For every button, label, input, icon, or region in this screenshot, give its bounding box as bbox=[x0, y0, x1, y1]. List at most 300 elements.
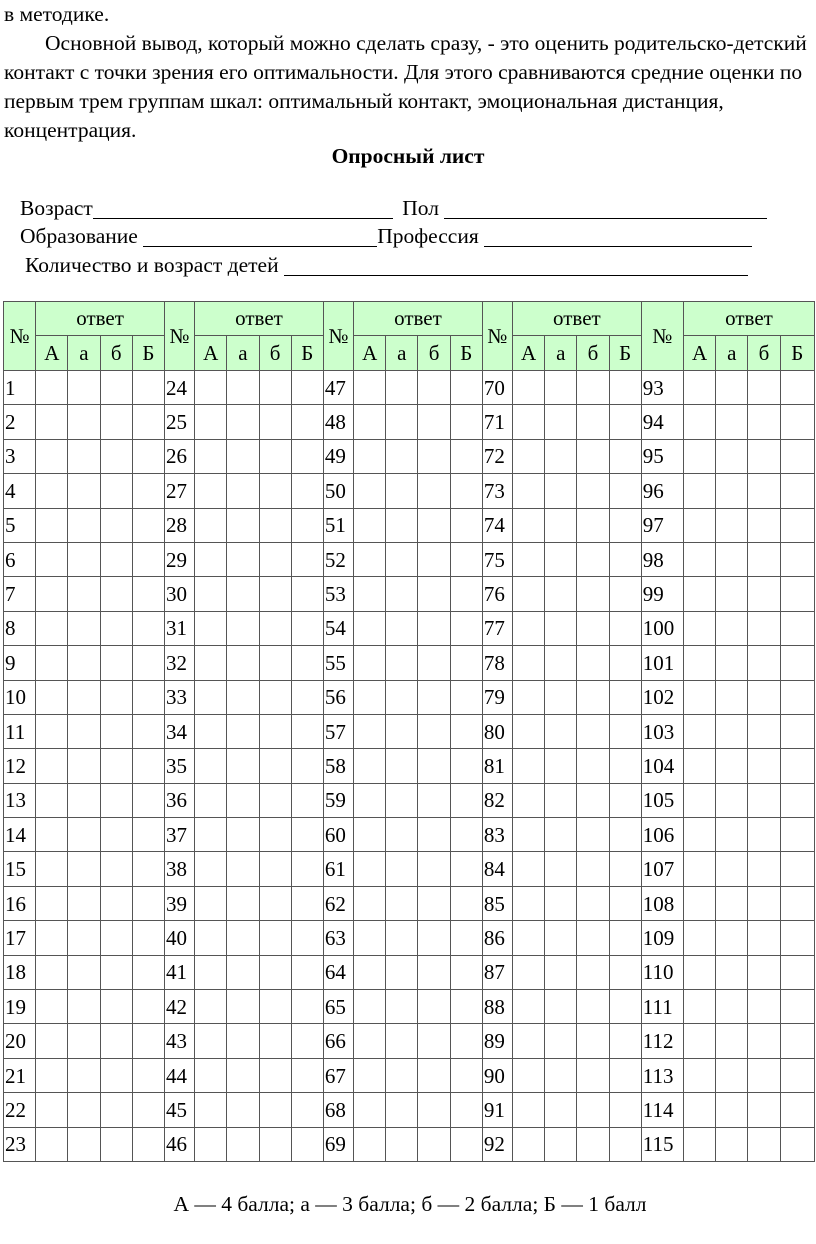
answer-cell[interactable] bbox=[291, 921, 323, 955]
answer-cell[interactable] bbox=[450, 1127, 482, 1161]
answer-cell[interactable] bbox=[418, 542, 450, 576]
answer-cell[interactable] bbox=[259, 783, 291, 817]
answer-cell[interactable] bbox=[36, 611, 68, 645]
answer-cell[interactable] bbox=[100, 990, 132, 1024]
answer-cell[interactable] bbox=[577, 886, 609, 920]
answer-cell[interactable] bbox=[386, 714, 418, 748]
answer-cell[interactable] bbox=[780, 852, 814, 886]
answer-cell[interactable] bbox=[354, 783, 386, 817]
answer-cell[interactable] bbox=[354, 1024, 386, 1058]
answer-cell[interactable] bbox=[291, 818, 323, 852]
answer-cell[interactable] bbox=[291, 1024, 323, 1058]
answer-cell[interactable] bbox=[716, 1093, 748, 1127]
profession-input-line[interactable] bbox=[484, 225, 752, 247]
answer-cell[interactable] bbox=[684, 714, 716, 748]
answer-cell[interactable] bbox=[227, 990, 259, 1024]
answer-cell[interactable] bbox=[36, 749, 68, 783]
answer-cell[interactable] bbox=[450, 646, 482, 680]
answer-cell[interactable] bbox=[68, 508, 100, 542]
answer-cell[interactable] bbox=[68, 405, 100, 439]
answer-cell[interactable] bbox=[68, 852, 100, 886]
answer-cell[interactable] bbox=[68, 1093, 100, 1127]
answer-cell[interactable] bbox=[684, 749, 716, 783]
answer-cell[interactable] bbox=[259, 921, 291, 955]
answer-cell[interactable] bbox=[354, 852, 386, 886]
answer-cell[interactable] bbox=[195, 921, 227, 955]
answer-cell[interactable] bbox=[259, 886, 291, 920]
answer-cell[interactable] bbox=[132, 990, 164, 1024]
answer-cell[interactable] bbox=[748, 439, 780, 473]
answer-cell[interactable] bbox=[513, 1024, 545, 1058]
answer-cell[interactable] bbox=[418, 577, 450, 611]
answer-cell[interactable] bbox=[227, 1058, 259, 1092]
answer-cell[interactable] bbox=[36, 1127, 68, 1161]
answer-cell[interactable] bbox=[132, 1127, 164, 1161]
answer-cell[interactable] bbox=[36, 439, 68, 473]
answer-cell[interactable] bbox=[577, 749, 609, 783]
answer-cell[interactable] bbox=[227, 852, 259, 886]
answer-cell[interactable] bbox=[195, 646, 227, 680]
answer-cell[interactable] bbox=[132, 714, 164, 748]
answer-cell[interactable] bbox=[354, 749, 386, 783]
answer-cell[interactable] bbox=[609, 1058, 641, 1092]
answer-cell[interactable] bbox=[132, 542, 164, 576]
answer-cell[interactable] bbox=[609, 371, 641, 405]
answer-cell[interactable] bbox=[36, 474, 68, 508]
answer-cell[interactable] bbox=[259, 611, 291, 645]
answer-cell[interactable] bbox=[132, 1058, 164, 1092]
answer-cell[interactable] bbox=[684, 1058, 716, 1092]
answer-cell[interactable] bbox=[227, 542, 259, 576]
answer-cell[interactable] bbox=[748, 852, 780, 886]
answer-cell[interactable] bbox=[227, 474, 259, 508]
answer-cell[interactable] bbox=[68, 680, 100, 714]
answer-cell[interactable] bbox=[100, 955, 132, 989]
answer-cell[interactable] bbox=[418, 1024, 450, 1058]
answer-cell[interactable] bbox=[291, 646, 323, 680]
answer-cell[interactable] bbox=[100, 783, 132, 817]
answer-cell[interactable] bbox=[386, 474, 418, 508]
answer-cell[interactable] bbox=[545, 577, 577, 611]
answer-cell[interactable] bbox=[227, 921, 259, 955]
answer-cell[interactable] bbox=[36, 852, 68, 886]
answer-cell[interactable] bbox=[450, 405, 482, 439]
answer-cell[interactable] bbox=[259, 680, 291, 714]
answer-cell[interactable] bbox=[132, 1093, 164, 1127]
answer-cell[interactable] bbox=[418, 474, 450, 508]
answer-cell[interactable] bbox=[36, 783, 68, 817]
answer-cell[interactable] bbox=[291, 680, 323, 714]
answer-cell[interactable] bbox=[513, 508, 545, 542]
answer-cell[interactable] bbox=[450, 783, 482, 817]
answer-cell[interactable] bbox=[100, 921, 132, 955]
answer-cell[interactable] bbox=[780, 680, 814, 714]
answer-cell[interactable] bbox=[354, 371, 386, 405]
answer-cell[interactable] bbox=[354, 990, 386, 1024]
answer-cell[interactable] bbox=[450, 749, 482, 783]
answer-cell[interactable] bbox=[748, 714, 780, 748]
answer-cell[interactable] bbox=[100, 371, 132, 405]
answer-cell[interactable] bbox=[386, 886, 418, 920]
answer-cell[interactable] bbox=[748, 886, 780, 920]
answer-cell[interactable] bbox=[513, 611, 545, 645]
answer-cell[interactable] bbox=[716, 542, 748, 576]
answer-cell[interactable] bbox=[780, 1024, 814, 1058]
answer-cell[interactable] bbox=[36, 371, 68, 405]
answer-cell[interactable] bbox=[513, 783, 545, 817]
answer-cell[interactable] bbox=[545, 646, 577, 680]
answer-cell[interactable] bbox=[748, 1024, 780, 1058]
answer-cell[interactable] bbox=[132, 439, 164, 473]
answer-cell[interactable] bbox=[259, 990, 291, 1024]
answer-cell[interactable] bbox=[100, 1058, 132, 1092]
answer-cell[interactable] bbox=[748, 990, 780, 1024]
answer-cell[interactable] bbox=[291, 611, 323, 645]
answer-cell[interactable] bbox=[545, 508, 577, 542]
answer-cell[interactable] bbox=[716, 405, 748, 439]
answer-cell[interactable] bbox=[513, 371, 545, 405]
answer-cell[interactable] bbox=[748, 1058, 780, 1092]
answer-cell[interactable] bbox=[450, 577, 482, 611]
answer-cell[interactable] bbox=[513, 886, 545, 920]
answer-cell[interactable] bbox=[780, 1093, 814, 1127]
answer-cell[interactable] bbox=[513, 921, 545, 955]
answer-cell[interactable] bbox=[227, 646, 259, 680]
answer-cell[interactable] bbox=[716, 646, 748, 680]
answer-cell[interactable] bbox=[100, 646, 132, 680]
answer-cell[interactable] bbox=[291, 714, 323, 748]
answer-cell[interactable] bbox=[354, 474, 386, 508]
answer-cell[interactable] bbox=[684, 542, 716, 576]
answer-cell[interactable] bbox=[684, 886, 716, 920]
answer-cell[interactable] bbox=[748, 921, 780, 955]
answer-cell[interactable] bbox=[545, 474, 577, 508]
answer-cell[interactable] bbox=[609, 439, 641, 473]
answer-cell[interactable] bbox=[227, 439, 259, 473]
answer-cell[interactable] bbox=[609, 474, 641, 508]
answer-cell[interactable] bbox=[450, 714, 482, 748]
answer-cell[interactable] bbox=[354, 921, 386, 955]
answer-cell[interactable] bbox=[716, 749, 748, 783]
answer-cell[interactable] bbox=[780, 1058, 814, 1092]
answer-cell[interactable] bbox=[716, 921, 748, 955]
answer-cell[interactable] bbox=[291, 1093, 323, 1127]
answer-cell[interactable] bbox=[513, 474, 545, 508]
answer-cell[interactable] bbox=[100, 852, 132, 886]
answer-cell[interactable] bbox=[780, 542, 814, 576]
answer-cell[interactable] bbox=[100, 714, 132, 748]
answer-cell[interactable] bbox=[450, 1058, 482, 1092]
answer-cell[interactable] bbox=[684, 508, 716, 542]
answer-cell[interactable] bbox=[780, 955, 814, 989]
answer-cell[interactable] bbox=[291, 1127, 323, 1161]
answer-cell[interactable] bbox=[386, 990, 418, 1024]
answer-cell[interactable] bbox=[68, 1058, 100, 1092]
answer-cell[interactable] bbox=[68, 577, 100, 611]
answer-cell[interactable] bbox=[259, 474, 291, 508]
answer-cell[interactable] bbox=[227, 611, 259, 645]
answer-cell[interactable] bbox=[418, 714, 450, 748]
answer-cell[interactable] bbox=[577, 1058, 609, 1092]
answer-cell[interactable] bbox=[100, 611, 132, 645]
answer-cell[interactable] bbox=[132, 1024, 164, 1058]
answer-cell[interactable] bbox=[68, 714, 100, 748]
answer-cell[interactable] bbox=[259, 749, 291, 783]
answer-cell[interactable] bbox=[195, 508, 227, 542]
answer-cell[interactable] bbox=[545, 1058, 577, 1092]
answer-cell[interactable] bbox=[100, 1127, 132, 1161]
answer-cell[interactable] bbox=[684, 955, 716, 989]
answer-cell[interactable] bbox=[227, 955, 259, 989]
answer-cell[interactable] bbox=[748, 508, 780, 542]
answer-cell[interactable] bbox=[513, 990, 545, 1024]
answer-cell[interactable] bbox=[100, 886, 132, 920]
answer-cell[interactable] bbox=[227, 508, 259, 542]
answer-cell[interactable] bbox=[386, 921, 418, 955]
answer-cell[interactable] bbox=[386, 646, 418, 680]
answer-cell[interactable] bbox=[36, 921, 68, 955]
answer-cell[interactable] bbox=[577, 1127, 609, 1161]
answer-cell[interactable] bbox=[259, 1024, 291, 1058]
answer-cell[interactable] bbox=[609, 1024, 641, 1058]
answer-cell[interactable] bbox=[513, 577, 545, 611]
answer-cell[interactable] bbox=[513, 818, 545, 852]
answer-cell[interactable] bbox=[748, 818, 780, 852]
answer-cell[interactable] bbox=[195, 818, 227, 852]
answer-cell[interactable] bbox=[354, 646, 386, 680]
answer-cell[interactable] bbox=[36, 955, 68, 989]
answer-cell[interactable] bbox=[780, 818, 814, 852]
answer-cell[interactable] bbox=[577, 542, 609, 576]
answer-cell[interactable] bbox=[513, 852, 545, 886]
answer-cell[interactable] bbox=[259, 508, 291, 542]
answer-cell[interactable] bbox=[418, 886, 450, 920]
answer-cell[interactable] bbox=[748, 371, 780, 405]
answer-cell[interactable] bbox=[386, 577, 418, 611]
answer-cell[interactable] bbox=[577, 680, 609, 714]
answer-cell[interactable] bbox=[545, 680, 577, 714]
answer-cell[interactable] bbox=[577, 646, 609, 680]
answer-cell[interactable] bbox=[418, 646, 450, 680]
answer-cell[interactable] bbox=[195, 886, 227, 920]
answer-cell[interactable] bbox=[450, 1024, 482, 1058]
answer-cell[interactable] bbox=[748, 611, 780, 645]
answer-cell[interactable] bbox=[418, 371, 450, 405]
answer-cell[interactable] bbox=[259, 371, 291, 405]
answer-cell[interactable] bbox=[545, 749, 577, 783]
answer-cell[interactable] bbox=[68, 783, 100, 817]
answer-cell[interactable] bbox=[748, 474, 780, 508]
answer-cell[interactable] bbox=[450, 371, 482, 405]
answer-cell[interactable] bbox=[609, 577, 641, 611]
answer-cell[interactable] bbox=[291, 990, 323, 1024]
answer-cell[interactable] bbox=[450, 1093, 482, 1127]
answer-cell[interactable] bbox=[609, 921, 641, 955]
answer-cell[interactable] bbox=[68, 542, 100, 576]
answer-cell[interactable] bbox=[291, 749, 323, 783]
answer-cell[interactable] bbox=[450, 818, 482, 852]
answer-cell[interactable] bbox=[545, 405, 577, 439]
answer-cell[interactable] bbox=[386, 508, 418, 542]
answer-cell[interactable] bbox=[132, 577, 164, 611]
answer-cell[interactable] bbox=[354, 680, 386, 714]
answer-cell[interactable] bbox=[418, 405, 450, 439]
answer-cell[interactable] bbox=[684, 371, 716, 405]
answer-cell[interactable] bbox=[68, 990, 100, 1024]
answer-cell[interactable] bbox=[748, 646, 780, 680]
answer-cell[interactable] bbox=[577, 405, 609, 439]
answer-cell[interactable] bbox=[716, 852, 748, 886]
answer-cell[interactable] bbox=[259, 542, 291, 576]
answer-cell[interactable] bbox=[386, 1127, 418, 1161]
answer-cell[interactable] bbox=[195, 474, 227, 508]
answer-cell[interactable] bbox=[386, 955, 418, 989]
answer-cell[interactable] bbox=[68, 439, 100, 473]
answer-cell[interactable] bbox=[354, 714, 386, 748]
answer-cell[interactable] bbox=[291, 371, 323, 405]
answer-cell[interactable] bbox=[716, 371, 748, 405]
answer-cell[interactable] bbox=[195, 611, 227, 645]
answer-cell[interactable] bbox=[354, 886, 386, 920]
answer-cell[interactable] bbox=[418, 508, 450, 542]
answer-cell[interactable] bbox=[609, 646, 641, 680]
answer-cell[interactable] bbox=[780, 577, 814, 611]
sex-input-line[interactable] bbox=[444, 197, 767, 219]
answer-cell[interactable] bbox=[684, 646, 716, 680]
answer-cell[interactable] bbox=[36, 405, 68, 439]
answer-cell[interactable] bbox=[513, 714, 545, 748]
answer-cell[interactable] bbox=[450, 474, 482, 508]
answer-cell[interactable] bbox=[513, 542, 545, 576]
answer-cell[interactable] bbox=[354, 1093, 386, 1127]
answer-cell[interactable] bbox=[577, 990, 609, 1024]
answer-cell[interactable] bbox=[227, 886, 259, 920]
answer-cell[interactable] bbox=[291, 405, 323, 439]
answer-cell[interactable] bbox=[386, 749, 418, 783]
answer-cell[interactable] bbox=[291, 474, 323, 508]
answer-cell[interactable] bbox=[291, 1058, 323, 1092]
answer-cell[interactable] bbox=[227, 371, 259, 405]
answer-cell[interactable] bbox=[36, 990, 68, 1024]
answer-cell[interactable] bbox=[513, 680, 545, 714]
answer-cell[interactable] bbox=[68, 611, 100, 645]
answer-cell[interactable] bbox=[577, 1093, 609, 1127]
answer-cell[interactable] bbox=[259, 852, 291, 886]
answer-cell[interactable] bbox=[132, 611, 164, 645]
answer-cell[interactable] bbox=[68, 646, 100, 680]
answer-cell[interactable] bbox=[716, 886, 748, 920]
answer-cell[interactable] bbox=[716, 955, 748, 989]
answer-cell[interactable] bbox=[716, 439, 748, 473]
answer-cell[interactable] bbox=[684, 783, 716, 817]
answer-cell[interactable] bbox=[354, 439, 386, 473]
answer-cell[interactable] bbox=[684, 439, 716, 473]
answer-cell[interactable] bbox=[609, 886, 641, 920]
answer-cell[interactable] bbox=[780, 921, 814, 955]
answer-cell[interactable] bbox=[386, 783, 418, 817]
answer-cell[interactable] bbox=[132, 474, 164, 508]
answer-cell[interactable] bbox=[450, 990, 482, 1024]
answer-cell[interactable] bbox=[684, 611, 716, 645]
answer-cell[interactable] bbox=[227, 1024, 259, 1058]
answer-cell[interactable] bbox=[780, 886, 814, 920]
answer-cell[interactable] bbox=[132, 783, 164, 817]
answer-cell[interactable] bbox=[259, 405, 291, 439]
answer-cell[interactable] bbox=[684, 818, 716, 852]
education-input-line[interactable] bbox=[143, 225, 377, 247]
answer-cell[interactable] bbox=[545, 714, 577, 748]
answer-cell[interactable] bbox=[609, 852, 641, 886]
answer-cell[interactable] bbox=[577, 1024, 609, 1058]
answer-cell[interactable] bbox=[545, 439, 577, 473]
answer-cell[interactable] bbox=[684, 990, 716, 1024]
answer-cell[interactable] bbox=[716, 1058, 748, 1092]
answer-cell[interactable] bbox=[259, 577, 291, 611]
answer-cell[interactable] bbox=[748, 1093, 780, 1127]
answer-cell[interactable] bbox=[132, 508, 164, 542]
answer-cell[interactable] bbox=[450, 542, 482, 576]
answer-cell[interactable] bbox=[195, 852, 227, 886]
answer-cell[interactable] bbox=[68, 749, 100, 783]
answer-cell[interactable] bbox=[716, 818, 748, 852]
answer-cell[interactable] bbox=[386, 371, 418, 405]
answer-cell[interactable] bbox=[227, 405, 259, 439]
answer-cell[interactable] bbox=[291, 439, 323, 473]
answer-cell[interactable] bbox=[780, 990, 814, 1024]
answer-cell[interactable] bbox=[36, 1093, 68, 1127]
age-input-line[interactable] bbox=[93, 197, 393, 219]
answer-cell[interactable] bbox=[291, 508, 323, 542]
answer-cell[interactable] bbox=[577, 611, 609, 645]
answer-cell[interactable] bbox=[609, 405, 641, 439]
answer-cell[interactable] bbox=[716, 1127, 748, 1161]
answer-cell[interactable] bbox=[609, 955, 641, 989]
answer-cell[interactable] bbox=[577, 852, 609, 886]
answer-cell[interactable] bbox=[195, 714, 227, 748]
answer-cell[interactable] bbox=[418, 1127, 450, 1161]
answer-cell[interactable] bbox=[195, 439, 227, 473]
answer-cell[interactable] bbox=[716, 577, 748, 611]
answer-cell[interactable] bbox=[684, 1093, 716, 1127]
answer-cell[interactable] bbox=[100, 818, 132, 852]
answer-cell[interactable] bbox=[36, 577, 68, 611]
answer-cell[interactable] bbox=[545, 955, 577, 989]
answer-cell[interactable] bbox=[259, 1093, 291, 1127]
answer-cell[interactable] bbox=[132, 646, 164, 680]
answer-cell[interactable] bbox=[609, 1127, 641, 1161]
answer-cell[interactable] bbox=[100, 439, 132, 473]
answer-cell[interactable] bbox=[291, 955, 323, 989]
answer-cell[interactable] bbox=[609, 508, 641, 542]
answer-cell[interactable] bbox=[68, 1024, 100, 1058]
answer-cell[interactable] bbox=[780, 1127, 814, 1161]
answer-cell[interactable] bbox=[386, 1058, 418, 1092]
answer-cell[interactable] bbox=[577, 577, 609, 611]
answer-cell[interactable] bbox=[354, 955, 386, 989]
answer-cell[interactable] bbox=[780, 371, 814, 405]
answer-cell[interactable] bbox=[386, 542, 418, 576]
answer-cell[interactable] bbox=[36, 818, 68, 852]
answer-cell[interactable] bbox=[386, 439, 418, 473]
answer-cell[interactable] bbox=[780, 749, 814, 783]
answer-cell[interactable] bbox=[132, 818, 164, 852]
answer-cell[interactable] bbox=[195, 405, 227, 439]
answer-cell[interactable] bbox=[100, 749, 132, 783]
children-input-line[interactable] bbox=[284, 254, 748, 276]
answer-cell[interactable] bbox=[716, 611, 748, 645]
answer-cell[interactable] bbox=[36, 886, 68, 920]
answer-cell[interactable] bbox=[36, 714, 68, 748]
